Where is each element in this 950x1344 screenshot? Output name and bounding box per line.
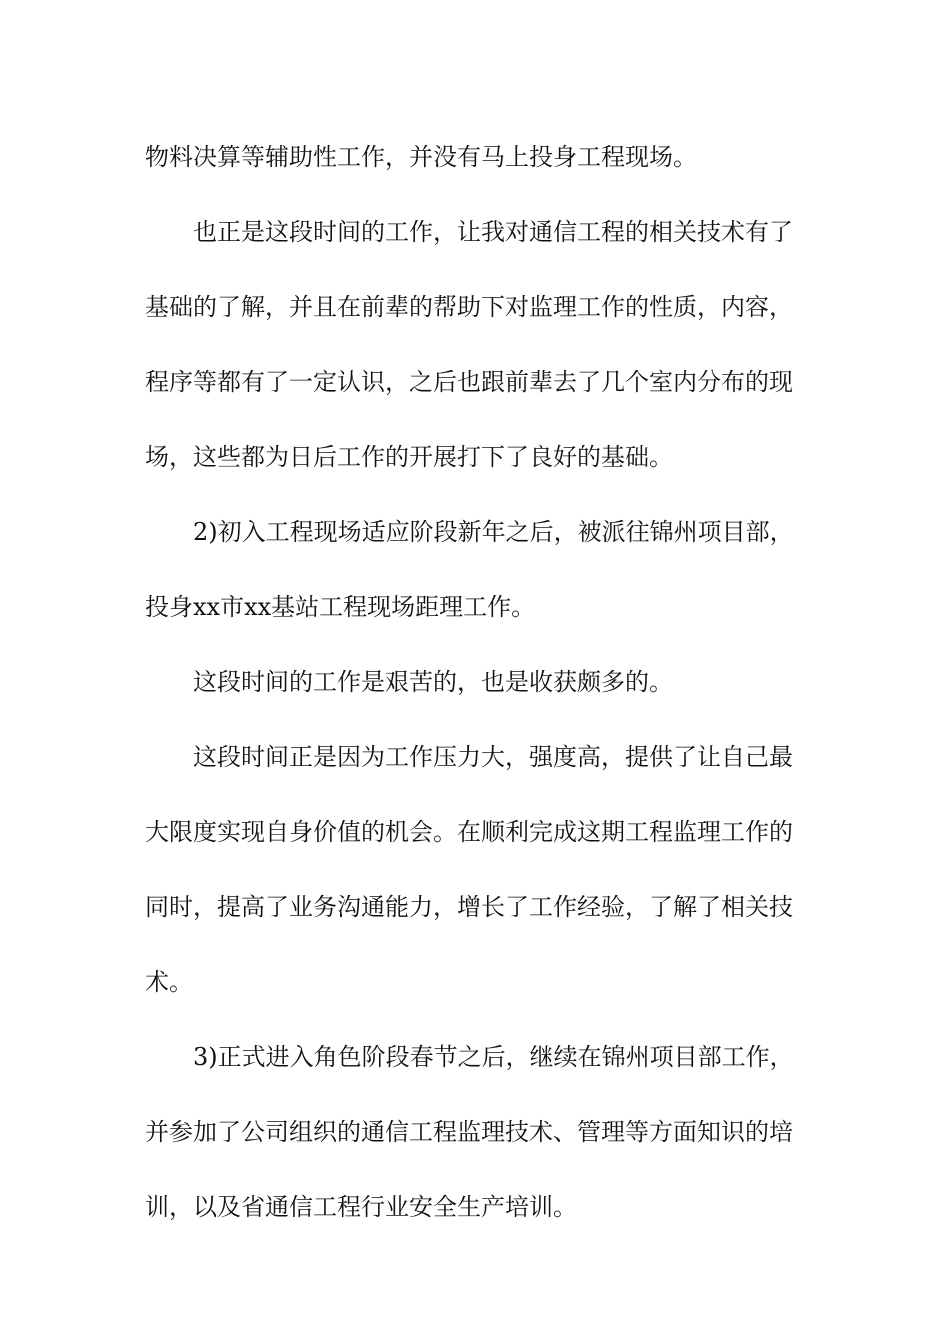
body-line-12: 术。 bbox=[145, 968, 193, 996]
body-line-9: 这段时间正是因为工作压力大，强度高，提供了让自己最 bbox=[193, 743, 793, 771]
body-line-11: 同时，提高了业务沟通能力，增长了工作经验，了解了相关技 bbox=[145, 893, 793, 921]
body-line-10: 大限度实现自身价值的机会。在顺利完成这期工程监理工作的 bbox=[145, 818, 793, 846]
body-line-7: 投身xx市xx基站工程现场距理工作。 bbox=[145, 593, 536, 621]
body-line-6: 2)初入工程现场适应阶段新年之后，被派往锦州项目部， bbox=[193, 518, 794, 546]
body-line-3: 基础的了解，并且在前辈的帮助下对监理工作的性质，内容， bbox=[145, 293, 793, 321]
body-line-13: 3)正式进入角色阶段春节之后，继续在锦州项目部工作， bbox=[193, 1043, 794, 1071]
body-line-4: 程序等都有了一定认识，之后也跟前辈去了几个室内分布的现 bbox=[145, 368, 793, 396]
document-body bbox=[145, 120, 810, 1245]
body-line-15: 训，以及省通信工程行业安全生产培训。 bbox=[145, 1193, 577, 1221]
body-line-14: 并参加了公司组织的通信工程监理技术、管理等方面知识的培 bbox=[145, 1118, 793, 1146]
body-line-8: 这段时间的工作是艰苦的，也是收获颇多的。 bbox=[193, 668, 673, 696]
body-line-2: 也正是这段时间的工作，让我对通信工程的相关技术有了 bbox=[193, 218, 793, 246]
body-line-1: 物料决算等辅助性工作，并没有马上投身工程现场。 bbox=[145, 143, 697, 171]
body-line-5: 场，这些都为日后工作的开展打下了良好的基础。 bbox=[145, 443, 673, 471]
